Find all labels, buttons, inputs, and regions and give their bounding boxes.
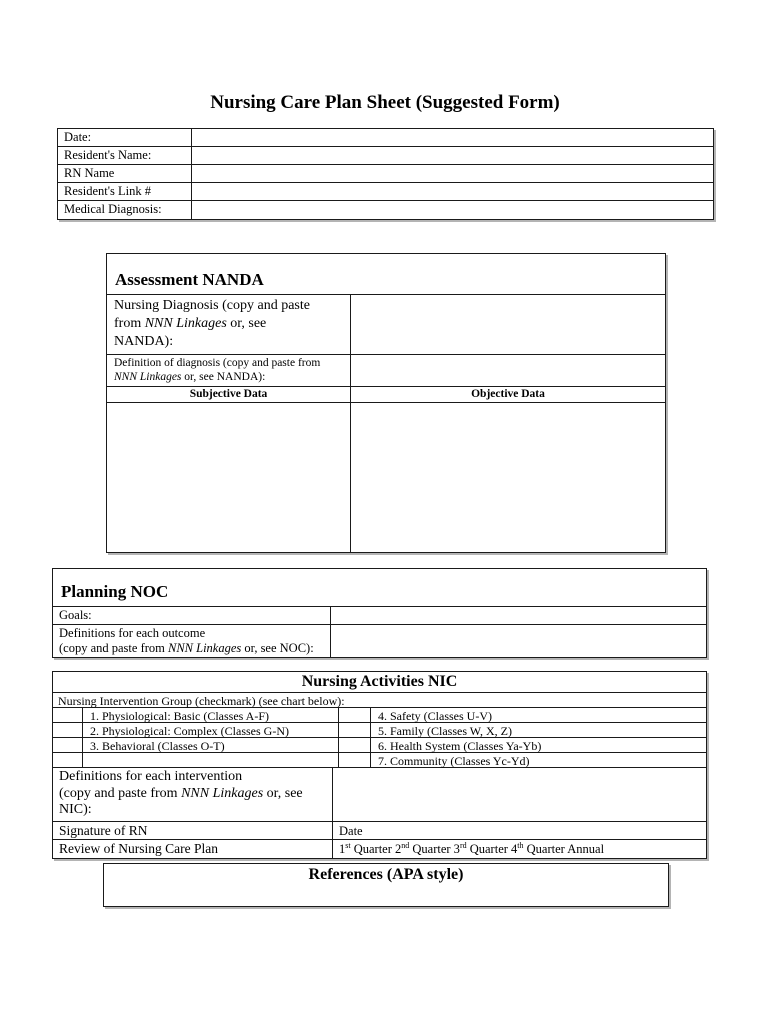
resident-name-label: Resident's Name: <box>58 147 192 164</box>
assessment-header-row <box>107 254 665 295</box>
medical-diagnosis-field[interactable] <box>192 201 713 219</box>
date-label: Date: <box>58 129 192 146</box>
group-5-checkbox-cell[interactable] <box>339 723 371 737</box>
planning-noc-section <box>52 568 707 658</box>
info-row-rn-name <box>58 165 713 183</box>
date-word-label: Date <box>339 823 363 838</box>
review-label: Review of Nursing Care Plan <box>53 840 333 858</box>
nursing-activities-nic-section <box>52 671 707 859</box>
goals-label: Goals: <box>53 607 331 624</box>
resident-link-field[interactable] <box>192 183 713 200</box>
info-row-date <box>58 129 713 147</box>
diagnosis-definition-label: Definition of diagnosis (copy and paste from NNN Linkages or, see NANDA): <box>107 355 351 386</box>
medical-diagnosis-label: Medical Diagnosis: <box>58 201 192 219</box>
objective-data-field[interactable] <box>351 403 665 552</box>
group-6-label: 6. Health System (Classes Ya-Yb) <box>378 739 542 753</box>
data-entry-row <box>107 403 665 552</box>
rn-name-field[interactable] <box>192 165 713 182</box>
outcome-definitions-label: Definitions for each outcome (copy and paste from NNN Linkages or, see NOC): <box>53 625 331 657</box>
review-row <box>53 840 706 858</box>
resident-name-field[interactable] <box>192 147 713 164</box>
group-row-3 <box>53 738 706 753</box>
group-2-label: 2. Physiological: Complex (Classes G-N) <box>83 723 339 737</box>
goals-row <box>53 607 706 625</box>
group-2-checkbox-cell[interactable] <box>53 723 83 737</box>
group-5-label: 5. Family (Classes W, X, Z) <box>378 724 512 738</box>
intervention-definitions-row <box>53 768 706 822</box>
group-7-checkbox-cell[interactable] <box>339 753 371 767</box>
nursing-diagnosis-row <box>107 295 665 355</box>
page-title: Nursing Care Plan Sheet (Suggested Form) <box>210 92 560 113</box>
diagnosis-definition-field[interactable] <box>351 355 665 386</box>
references-section <box>103 863 669 907</box>
data-headers-row <box>107 387 665 403</box>
info-row-resident-name <box>58 147 713 165</box>
group-3-checkbox-cell[interactable] <box>53 738 83 752</box>
signature-date-field[interactable] <box>333 822 706 839</box>
empty-group-label <box>83 753 339 767</box>
intervention-definitions-field[interactable] <box>333 768 706 821</box>
planning-header: Planning NOC <box>61 582 169 601</box>
goals-field[interactable] <box>331 607 706 624</box>
rn-name-label: RN Name <box>58 165 192 182</box>
signature-label: Signature of RN <box>53 822 333 839</box>
intervention-definitions-label: Definitions for each intervention (copy and paste from NNN Linkages or, see NIC): <box>53 768 333 821</box>
group-row-1 <box>53 708 706 723</box>
empty-checkbox-cell <box>53 753 83 767</box>
references-header: References (APA style) <box>308 866 464 883</box>
objective-data-header: Objective Data <box>471 388 545 400</box>
resident-info-table <box>57 128 714 220</box>
assessment-nanda-section <box>106 253 666 553</box>
planning-header-row <box>53 569 706 607</box>
subjective-data-field[interactable] <box>107 403 351 552</box>
nursing-diagnosis-field[interactable] <box>351 295 665 354</box>
info-row-resident-link <box>58 183 713 201</box>
outcome-definitions-row <box>53 625 706 657</box>
nursing-diagnosis-label: Nursing Diagnosis (copy and paste from NNN Linkages or, see NANDA): <box>107 295 351 354</box>
subjective-data-header: Subjective Data <box>107 387 351 402</box>
info-row-medical-diagnosis <box>58 201 713 219</box>
signature-row <box>53 822 706 840</box>
review-quarters-field[interactable]: 1st Quarter 2nd Quarter 3rd Quarter 4th Quarter Annual <box>339 840 605 856</box>
outcome-definitions-field[interactable] <box>331 625 706 657</box>
group-7-label: 7. Community (Classes Yc-Yd) <box>378 754 530 768</box>
group-row-2 <box>53 723 706 738</box>
nic-header: Nursing Activities NIC <box>53 672 706 693</box>
resident-link-label: Resident's Link # <box>58 183 192 200</box>
assessment-header: Assessment NANDA <box>115 270 264 289</box>
group-1-label: 1. Physiological: Basic (Classes A-F) <box>83 708 339 722</box>
group-6-checkbox-cell[interactable] <box>339 738 371 752</box>
references-field[interactable] <box>104 884 668 902</box>
group-3-label: 3. Behavioral (Classes O-T) <box>83 738 339 752</box>
group-row-4 <box>53 753 706 768</box>
group-4-checkbox-cell[interactable] <box>339 708 371 722</box>
diagnosis-definition-row <box>107 355 665 387</box>
group-4-label: 4. Safety (Classes U-V) <box>378 709 492 723</box>
group-1-checkbox-cell[interactable] <box>53 708 83 722</box>
date-field[interactable] <box>192 129 713 146</box>
intervention-group-label: Nursing Intervention Group (checkmark) (see chart below): <box>53 693 706 708</box>
